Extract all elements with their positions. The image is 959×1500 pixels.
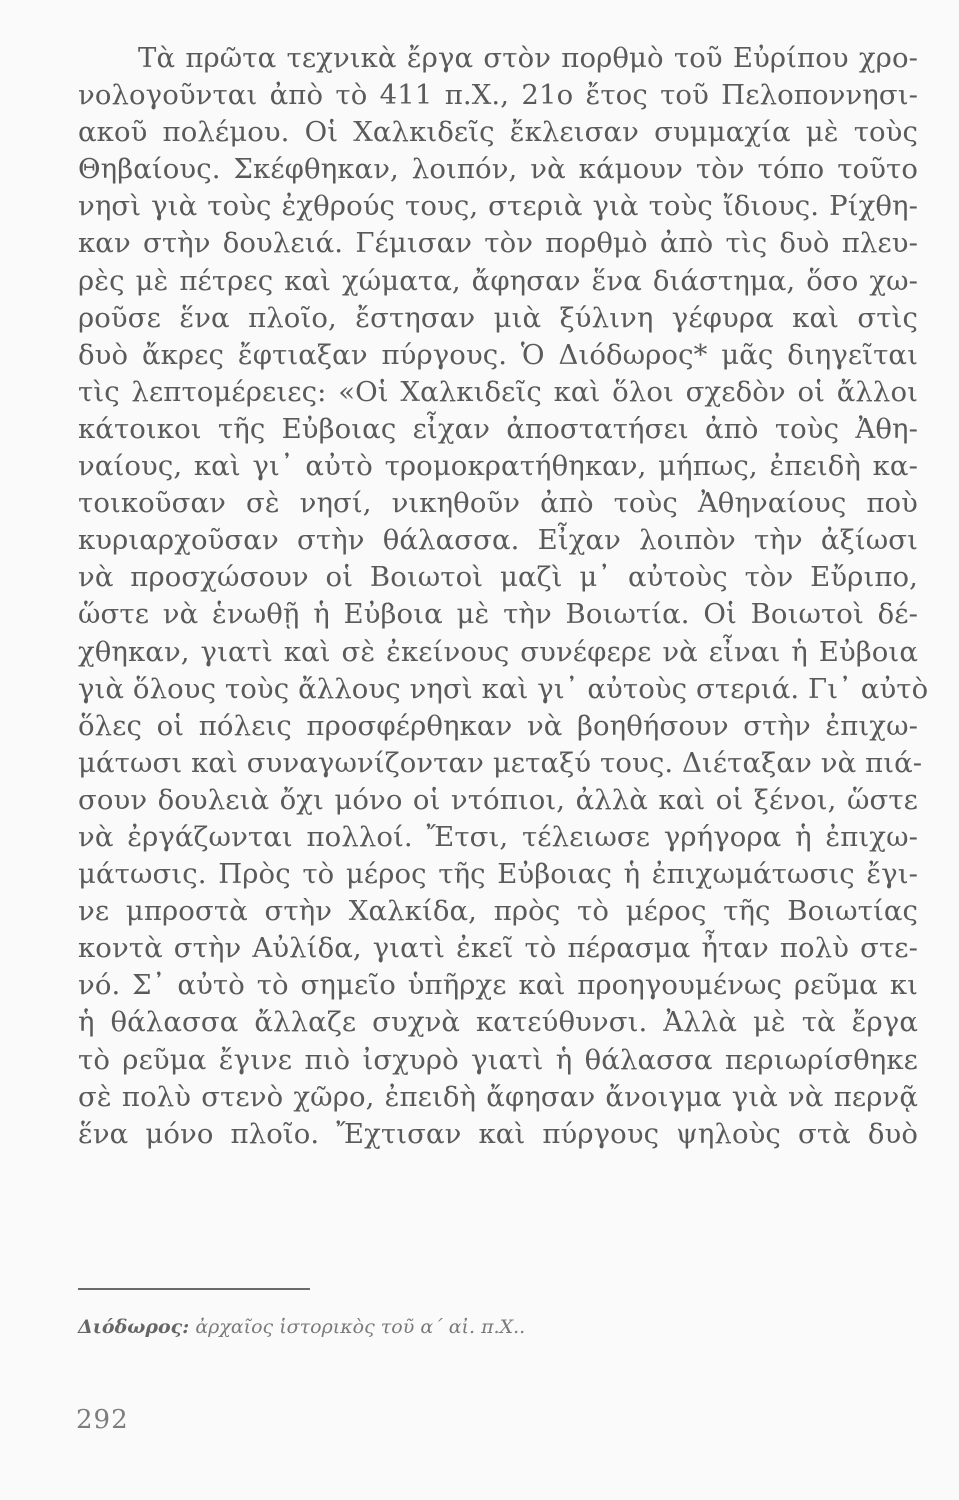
text-line: νε μπροστὰ στὴν Χαλκίδα, πρὸς τὸ μέρος τῆς Βοιωτίας [78, 895, 918, 928]
page-number: 292 [76, 1405, 129, 1435]
main-text-block [78, 40, 929, 1153]
text-line: σὲ πολὺ στενὸ χῶρο, ἐπειδὴ ἄφησαν ἄνοιγμα γιὰ νὰ περνᾷ [78, 1080, 918, 1113]
text-line: ὥστε νὰ ἑνωθῇ ἡ Εὐβοια μὲ τὴν Βοιωτία. Οἱ Βοιωτοὶ δέ- [78, 598, 918, 631]
text-line: ὅλες οἱ πόλεις προσφέρθηκαν νὰ βοηθήσουν στὴν ἐπιχω- [78, 709, 918, 742]
text-line: ἕνα μόνο πλοῖο. Ἔχτισαν καὶ πύργους ψηλοὺς στὰ δυὸ [78, 1117, 918, 1150]
text-line: χθηκαν, γιατὶ καὶ σὲ ἐκείνους συνέφερε νὰ εἶναι ἡ Εὐβοια [78, 635, 918, 668]
text-line: μάτωσις. Πρὸς τὸ μέρος τῆς Εὐβοιας ἡ ἐπιχωμάτωσις ἔγι- [78, 858, 918, 891]
footnote-divider [78, 1288, 310, 1290]
text-line: Τὰ πρῶτα τεχνικὰ ἔργα στὸν πορθμὸ τοῦ Εὐρίπου χρο- [138, 42, 918, 74]
text-line: καν στὴν δουλειά. Γέμισαν τὸν πορθμὸ ἀπὸ τὶς δυὸ πλευ- [78, 227, 918, 260]
text-line: τὶς λεπτομέρειες: «Οἱ Χαλκιδεῖς καὶ ὅλοι σχεδὸν οἱ ἄλλοι [78, 375, 918, 408]
text-line: νολογοῦνται ἀπὸ τὸ 411 π.Χ., 21ο ἔτος τοῦ Πελοποννησι- [78, 79, 918, 112]
text-line: ρὲς μὲ πέτρες καὶ χώματα, ἄφησαν ἕνα διάστημα, ὅσο χω- [78, 264, 918, 297]
text-line: κοντὰ στὴν Αὐλίδα, γιατὶ ἐκεῖ τὸ πέρασμα ἦταν πολὺ στε- [78, 932, 918, 965]
text-line: ακοῦ πολέμου. Οἱ Χαλκιδεῖς ἔκλεισαν συμμαχία μὲ τοὺς [78, 116, 918, 149]
text-line: δυὸ ἄκρες ἔφτιαξαν πύργους. Ὁ Διόδωρος* μᾶς διηγεῖται [78, 338, 918, 371]
footnote-text: ἀρχαῖος ἱστορικὸς τοῦ α´ αἰ. π.Χ.. [195, 1316, 526, 1338]
text-line: νό. Σ᾽ αὐτὸ τὸ σημεῖο ὑπῆρχε καὶ προηγουμένως ρεῦμα κι [78, 969, 918, 1002]
text-line: ναίους, καὶ γι᾽ αὐτὸ τρομοκρατήθηκαν, μήπως, ἐπειδὴ κα- [78, 450, 918, 483]
text-line: σουν δουλειὰ ὄχι μόνο οἱ ντόπιοι, ἀλλὰ καὶ οἱ ξένοι, ὥστε [78, 783, 918, 816]
text-line: τοικοῦσαν σὲ νησί, νικηθοῦν ἀπὸ τοὺς Ἀθηναίους ποὺ [78, 487, 918, 520]
text-line: νὰ προσχώσουν οἱ Βοιωτοὶ μαζὶ μ᾽ αὐτοὺς τὸν Εὔριπο, [78, 561, 918, 594]
text-line: μάτωσι καὶ συναγωνίζονταν μεταξύ τους. Διέταξαν νὰ πιά- [78, 746, 923, 779]
text-line: γιὰ ὅλους τοὺς ἄλλους νησὶ καὶ γι᾽ αὐτοὺς στεριά. Γι᾽ αὐτὸ [78, 672, 929, 705]
footnote [78, 1316, 525, 1338]
footnote-colon: : [182, 1316, 190, 1338]
footnote-term: Διόδωρος [78, 1316, 183, 1338]
text-line: ροῦσε ἕνα πλοῖο, ἔστησαν μιὰ ξύλινη γέφυρα καὶ στὶς [78, 301, 918, 334]
text-line: Θηβαίους. Σκέφθηκαν, λοιπόν, νὰ κάμουν τὸν τόπο τοῦτο [78, 153, 918, 186]
text-line: κάτοικοι τῆς Εὐβοιας εἶχαν ἀποστατήσει ἀπὸ τοὺς Ἀθη- [78, 412, 918, 445]
text-line: ἡ θάλασσα ἄλλαζε συχνὰ κατεύθυνσι. Ἀλλὰ μὲ τὰ ἔργα [78, 1006, 918, 1039]
text-line: κυριαρχοῦσαν στὴν θάλασσα. Εἶχαν λοιπὸν τὴν ἀξίωσι [78, 524, 918, 557]
text-line: τὸ ρεῦμα ἔγινε πιὸ ἰσχυρὸ γιατὶ ἡ θάλασσα περιωρίσθηκε [78, 1043, 918, 1076]
text-line: νησὶ γιὰ τοὺς ἐχθρούς τους, στεριὰ γιὰ τοὺς ἴδιους. Ρίχθη- [78, 190, 918, 223]
text-line: νὰ ἐργάζωνται πολλοί. Ἔτσι, τέλειωσε γρήγορα ἡ ἐπιχω- [78, 820, 918, 853]
